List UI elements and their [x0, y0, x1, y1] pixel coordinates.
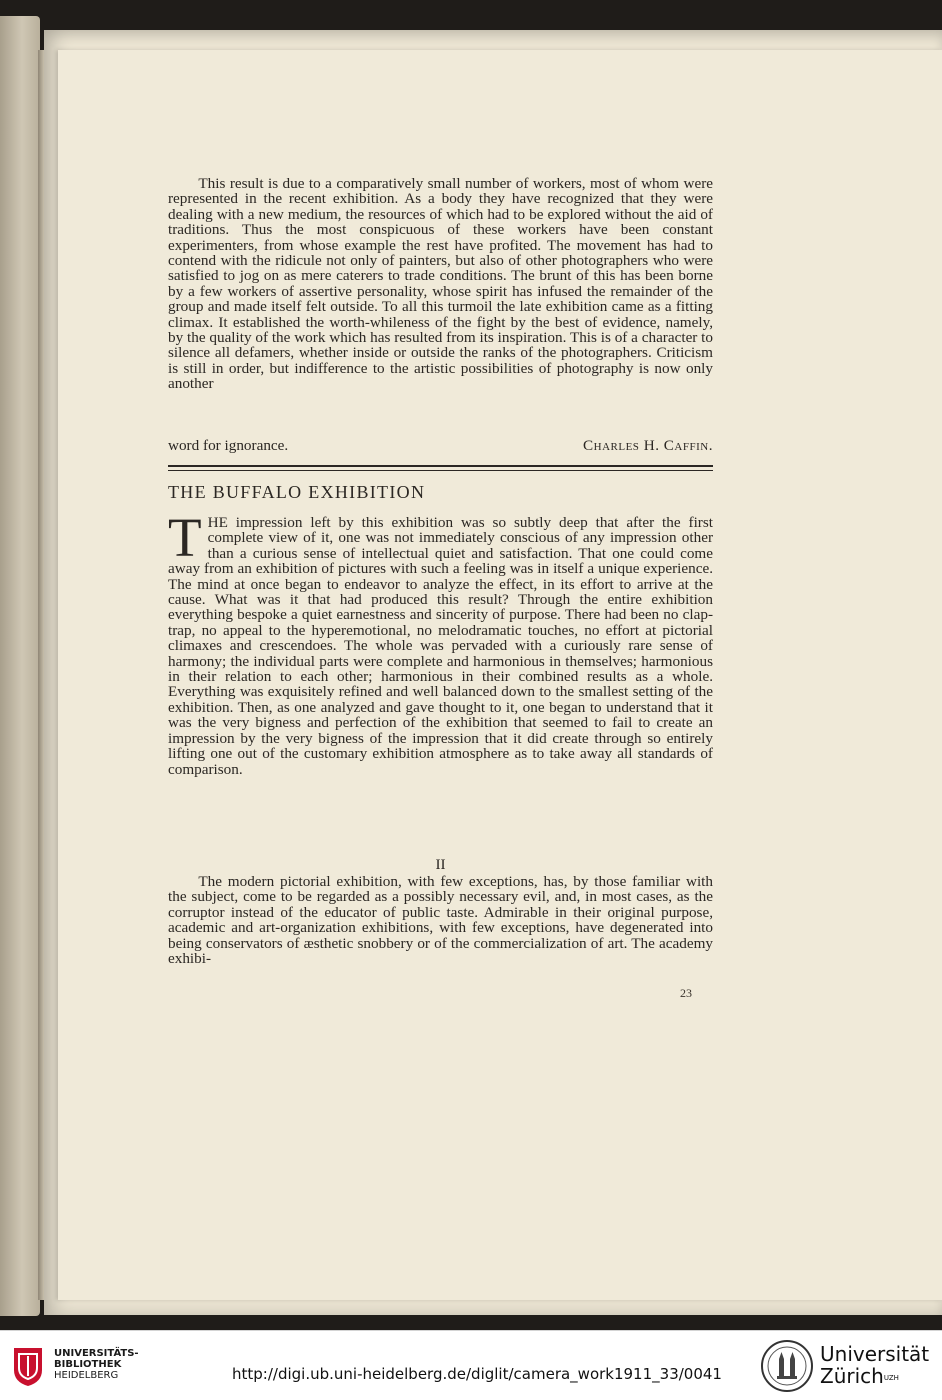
- section-number: II: [435, 856, 446, 873]
- uzh-city: Zürich: [820, 1364, 884, 1388]
- drop-cap: T: [168, 507, 202, 568]
- university-library-name: [54, 1348, 139, 1381]
- section-two-paragraph: [168, 874, 713, 966]
- caffin-article-ending: [168, 176, 713, 392]
- section-rule-thin: [168, 470, 713, 471]
- library-name-line: HEIDELBERG: [54, 1370, 119, 1381]
- permalink-url[interactable]: http://digi.ub.uni-heidelberg.de/diglit/camera_work1911_33/0041: [232, 1365, 722, 1383]
- paragraph: The modern pictorial exhibition, with few exceptions, has, by those familiar with the subject, come to be regarded as a possibly necessary evil, and, in most cases, as the corruptor instead of the educator of public taste. Admirable in their original purpose, academic and art-organization exhibitions, with few exceptions, have degenerated into being conservators of æsthetic snobbery or of the commercialization of art. The academy exhibi-: [168, 873, 713, 968]
- university-zurich-seal-icon: [760, 1339, 814, 1393]
- viewer-footer: [0, 1330, 942, 1400]
- left-page-edge: [0, 16, 40, 1316]
- paragraph: This result is due to a comparatively small number of workers, most of whom were represented in the recent exhibition. As a body they have recognized that they were dealing with a new medium, the resources of which had to be explored without the aid of traditions. Thus the most conspicuous of these workers have been constant experimenters, from whose example the rest have profited. The movement has had to contend with the ridicule not only of painters, but also of other photographers who were satisfied to jog on as mere caterers to trade conditions. The brunt of this has been borne by a few workers of assertive personality, whose spirit has infused the remainder of the group and made itself felt outside. To all this turmoil the late exhibition came as a fitting climax. It established the worth-whileness of the fight by the best of evidence, namely, by the quality of the work which has resulted from its inspiration. This is of a character to silence all defamers, whether inside or outside the ranks of the photographers. Criticism is still in order, but indifference to the artistic possibilities of photography is now only another: [168, 175, 713, 393]
- article-heading: THE BUFFALO EXHIBITION: [168, 482, 426, 502]
- paragraph-text: HE impression left by this exhibition was so subtly deep that after the first complete view of it, one was not immediately conscious of any impression other than a curious sense of intellectual quiet and satisfaction. That one could come away from an exhibition of pictures with such a feeling was in itself a unique experience. The mind at once began to endeavor to analyze the effect, in its effort to arrive at the cause. What was it that had produced this result? Through the entire exhibition everything bespoke a quiet earnestness and sincerity of purpose. There had been no clap-trap, no appeal to the hyperemotional, no melodramatic touches, no effort at pictorial climaxes and crescendoes. The whole was pervaded with a curiously rare sense of harmony; the individual parts were complete and harmonious in themselves; harmonious in their relation to each other; harmonious in their combined results as a whole. Everything was exquisitely refined and well balanced down to the smallest setting of the exhibition. Then, as one analyzed and gave thought to it, one began to understand that it was the very bigness and perfection of the exhibition that seemed to fail to create an impression by the very bigness of the impression that it did create through so entirely lifting one out of the customary exhibition atmosphere as to take away all standards of comparison.: [168, 514, 713, 778]
- uzh-line: Universität: [820, 1342, 930, 1366]
- library-name-line: BIBLIOTHEK: [54, 1359, 122, 1370]
- author-signature: Charles H. Caffin.: [583, 437, 713, 454]
- library-name-line: UNIVERSITÄTS-: [54, 1348, 139, 1359]
- paragraph: [168, 507, 713, 778]
- section-rule-thick: [168, 465, 713, 467]
- buffalo-article-intro: [168, 507, 713, 778]
- university-zurich-name: [820, 1343, 929, 1387]
- uzh-line: [820, 1365, 929, 1387]
- paragraph-last-line: word for ignorance.: [168, 437, 289, 454]
- university-library-logo-icon: [10, 1344, 46, 1388]
- uzh-superscript: UZH: [883, 1374, 899, 1382]
- page-number: 23: [680, 986, 692, 1000]
- signature-line: [168, 437, 713, 453]
